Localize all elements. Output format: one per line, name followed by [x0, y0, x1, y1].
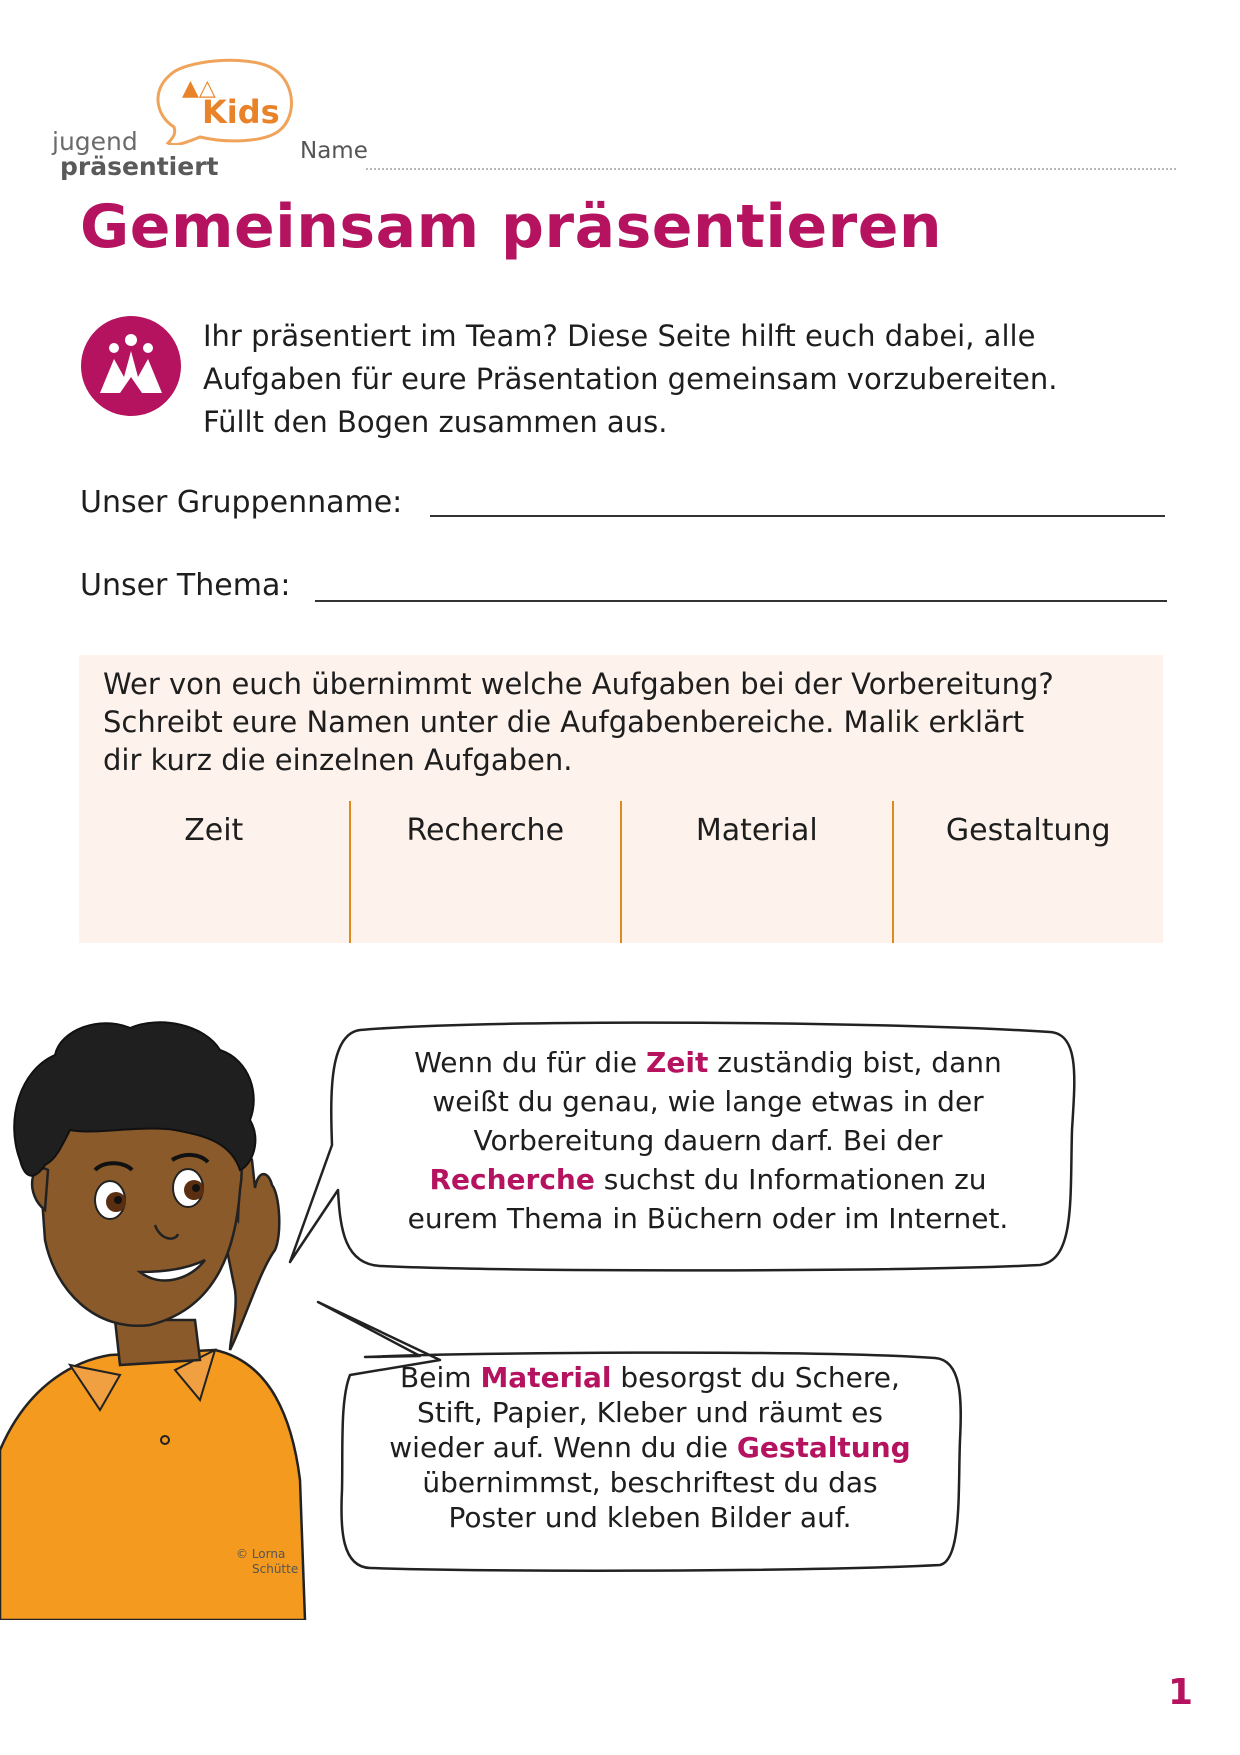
- group-name-label: Unser Gruppenname:: [80, 485, 403, 520]
- column-gestaltung[interactable]: Gestaltung: [892, 801, 1164, 943]
- page-number: 1: [1168, 1672, 1194, 1713]
- task-columns: [79, 801, 1163, 943]
- team-icon: [80, 315, 182, 417]
- logo: [50, 55, 280, 181]
- malik-character: [0, 1022, 305, 1620]
- task-box: [79, 655, 1163, 943]
- speech-bubble-2-text: Beim Material besorgst du Schere, Stift, Papier, Kleber und räumt es wieder auf. Wenn du die Gestaltung übernimmst, beschriftest du das Poster und kleben Bilder auf.: [389, 1361, 911, 1534]
- speech-bubble-1-text: Wenn du für die Zeit zuständig bist, dann weißt du genau, wie lange etwas in der Vorbereitung dauern darf. Bei der Recherche suchst du Informationen zu eurem Thema in Büchern oder im Internet.: [407, 1046, 1009, 1235]
- column-material[interactable]: Material: [620, 801, 892, 943]
- logo-jugend: jugend: [52, 127, 138, 156]
- task-line: dir kurz die einzelnen Aufgaben.: [103, 743, 573, 777]
- column-recherche[interactable]: Recherche: [349, 801, 621, 943]
- image-credit: © Lorna Schütte: [236, 1547, 299, 1576]
- task-line: Schreibt eure Namen unter die Aufgabenbereiche. Malik erklärt: [103, 705, 1025, 739]
- intro-line: Aufgaben für eure Präsentation gemeinsam vorzubereiten.: [203, 362, 1058, 396]
- task-instructions: [103, 665, 1153, 779]
- logo-praesentiert: präsentiert: [60, 152, 219, 181]
- highlight-gestaltung: Gestaltung: [736, 1431, 911, 1464]
- theme-field: [80, 568, 290, 603]
- intro-line: Ihr präsentiert im Team? Diese Seite hilft euch dabei, alle: [203, 319, 1036, 353]
- highlight-recherche: Recherche: [429, 1163, 595, 1196]
- intro-text: [203, 315, 1163, 444]
- highlight-zeit: Zeit: [646, 1046, 709, 1079]
- name-input-line[interactable]: [366, 168, 1176, 170]
- group-name-field: [80, 485, 402, 520]
- svg-text:▲△: ▲△: [182, 76, 216, 101]
- theme-label: Unser Thema:: [80, 568, 291, 603]
- page-title: Gemeinsam präsentieren: [80, 192, 943, 262]
- intro-line: Füllt den Bogen zusammen aus.: [203, 405, 668, 439]
- logo-kids: Kids: [202, 93, 280, 131]
- column-zeit[interactable]: Zeit: [184, 813, 244, 848]
- group-name-input-line[interactable]: [430, 515, 1165, 517]
- task-line: Wer von euch übernimmt welche Aufgaben bei der Vorbereitung?: [103, 667, 1054, 701]
- highlight-material: Material: [480, 1361, 612, 1394]
- name-label: Name: [300, 138, 368, 164]
- theme-input-line[interactable]: [315, 600, 1167, 602]
